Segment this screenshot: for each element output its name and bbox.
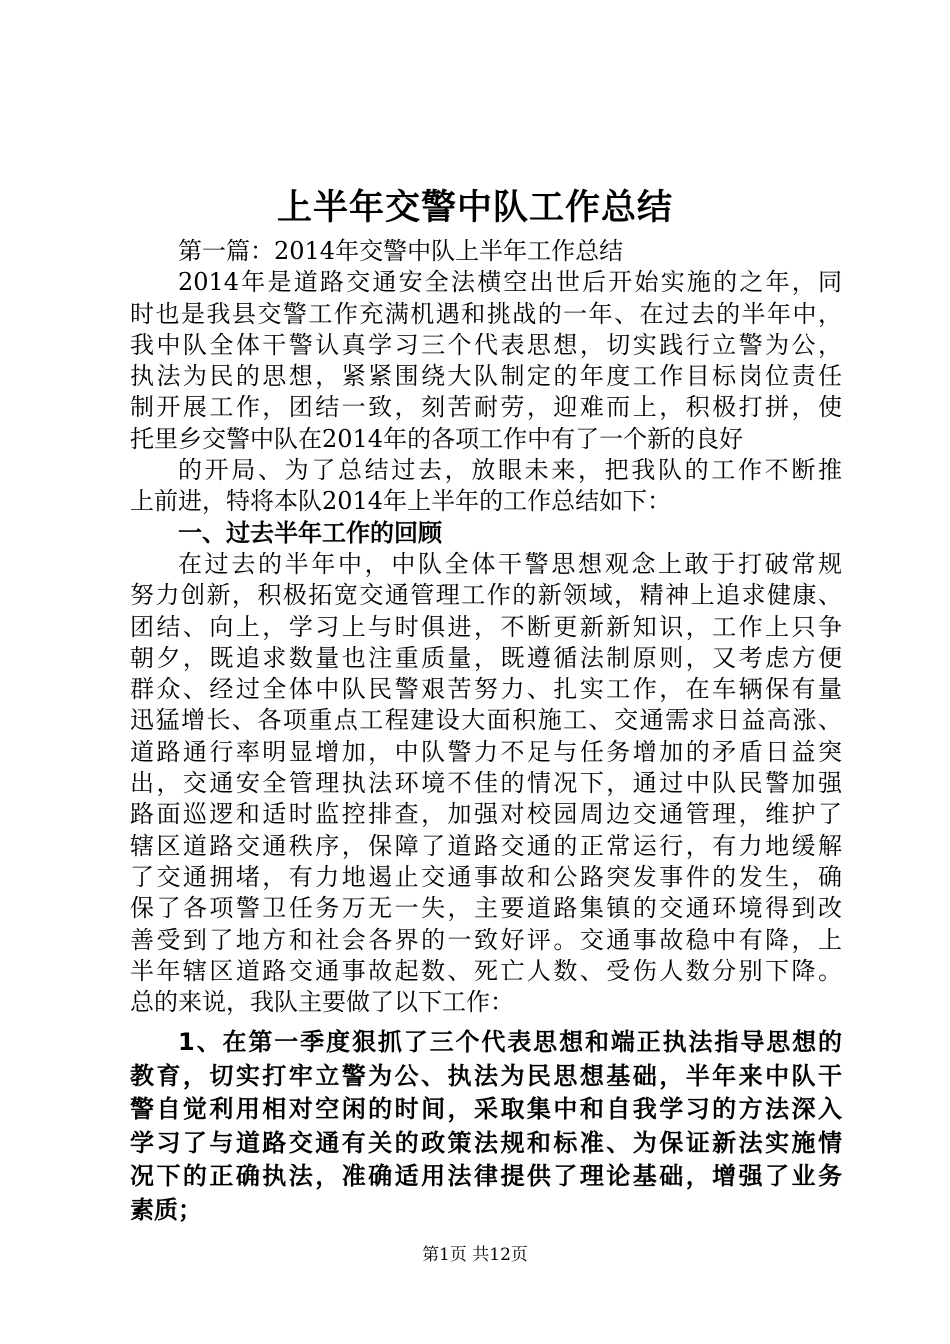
paragraph-line: 的开局、为了总结过去，放眼未来，把我队的工作不断推 — [178, 456, 842, 485]
paragraph-line: 迅猛增长、各项重点工程建设大面积施工、交通需求日益高涨、 — [130, 706, 842, 735]
paragraph-line: 群众、经过全体中队民警艰苦努力、扎实工作，在车辆保有量 — [130, 675, 842, 704]
paragraph-line: 1、在第一季度狠抓了三个代表思想和端正执法指导思想的 — [178, 1028, 842, 1057]
paragraph-line: 保了各项警卫任务万无一失，主要道路集镇的交通环境得到改 — [130, 894, 842, 923]
paragraph-line: 善受到了地方和社会各界的一致好评。交通事故稳中有降，上 — [130, 925, 842, 954]
paragraph-line: 辖区道路交通秩序，保障了道路交通的正常运行，有力地缓解 — [130, 831, 842, 860]
paragraph-line: 2014年是道路交通安全法横空出世后开始实施的之年，同 — [178, 268, 842, 297]
paragraph-line: 执法为民的思想，紧紧围绕大队制定的年度工作目标岗位责任 — [130, 362, 842, 391]
paragraph-line: 在过去的半年中，中队全体干警思想观念上敢于打破常规 — [178, 549, 842, 578]
document-title: 上半年交警中队工作总结 — [276, 187, 673, 228]
paragraph-line: 总的来说，我队主要做了以下工作： — [130, 988, 514, 1017]
paragraph-line: 时也是我县交警工作充满机遇和挑战的一年、在过去的半年中， — [130, 299, 842, 328]
paragraph-line: 警自觉利用相对空闲的时间，采取集中和自我学习的方法深入 — [130, 1095, 842, 1124]
document-body — [130, 236, 842, 1227]
paragraph-line: 素质； — [130, 1195, 202, 1224]
intro-paragraph-2 — [130, 455, 842, 518]
paragraph-line: 上前进，特将本队2014年上半年的工作总结如下： — [130, 487, 672, 516]
paragraph-line: 朝夕，既追求数量也注重质量，既遵循法制原则，又考虑方便 — [130, 643, 842, 672]
intro-paragraph — [130, 267, 842, 455]
paragraph-line: 路面巡逻和适时监控排查，加强对校园周边交通管理，维护了 — [130, 800, 842, 829]
item-1-paragraph — [130, 1026, 842, 1227]
paragraph-line: 半年辖区道路交通事故起数、死亡人数、受伤人数分别下降。 — [130, 956, 842, 985]
page-footer: 第1页 共12页 — [422, 1245, 528, 1265]
paragraph-line: 出，交通安全管理执法环境不佳的情况下，通过中队民警加强 — [130, 769, 842, 798]
paragraph-line: 学习了与道路交通有关的政策法规和标准、为保证新法实施情 — [130, 1128, 842, 1157]
subtitle-line: 第一篇：2014年交警中队上半年工作总结 — [178, 237, 624, 265]
paragraph-line: 了交通拥堵，有力地遏止交通事故和公路突发事件的发生，确 — [130, 862, 842, 891]
paragraph-line: 道路通行率明显增加，中队警力不足与任务增加的矛盾日益突 — [130, 737, 842, 766]
paragraph-line: 制开展工作，团结一致，刻苦耐劳，迎难而上，积极打拼，使 — [130, 393, 842, 422]
paragraph-line: 托里乡交警中队在2014年的各项工作中有了一个新的良好 — [130, 424, 744, 453]
paragraph-line: 教育，切实打牢立警为公、执法为民思想基础，半年来中队干 — [130, 1061, 842, 1090]
paragraph-line: 我中队全体干警认真学习三个代表思想，切实践行立警为公， — [130, 330, 842, 359]
paragraph-line: 团结、向上，学习上与时俱进，不断更新新知识，工作上只争 — [130, 612, 842, 641]
paragraph-line: 努力创新，积极拓宽交通管理工作的新领域，精神上追求健康、 — [130, 581, 842, 610]
review-paragraph — [130, 549, 842, 1018]
paragraph-line: 况下的正确执法，准确适用法律提供了理论基础，增强了业务 — [130, 1162, 842, 1191]
section-heading: 一、过去半年工作的回顾 — [178, 518, 442, 547]
